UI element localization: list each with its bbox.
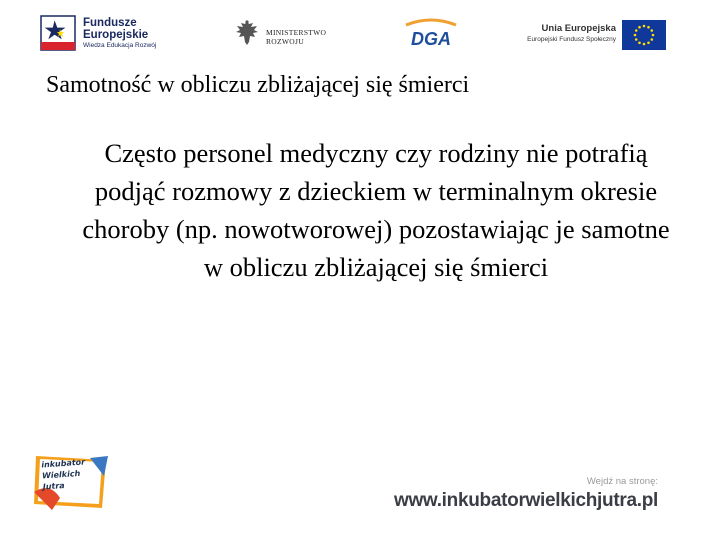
- inkubator-line3: Jutra: [42, 480, 65, 492]
- eagle-emblem-icon: [234, 18, 260, 48]
- ministerstwo-text: [266, 28, 326, 46]
- dga-logo: [400, 18, 462, 52]
- slide-body-text: Często personel medyczny czy rodziny nie potrafią podjąć rozmowy z dzieckiem w terminalnym okresie choroby (np. nowotworowej) pozostawiając je samotne w obliczu zbliżającej się śmierci: [82, 138, 670, 282]
- website-link[interactable]: www.inkubatorwielkichjutra.pl: [393, 490, 658, 511]
- fundusze-text: [83, 17, 156, 51]
- logo-bar: [0, 0, 720, 62]
- inkubator-line2: Wielkich: [41, 468, 81, 481]
- fundusze-line1: Fundusze: [83, 17, 137, 29]
- ministerstwo-rozwoju-logo: [234, 18, 334, 52]
- inkubator-logo: [30, 452, 112, 514]
- slide-title: Samotność w obliczu zbliżającej się śmierci: [46, 72, 470, 98]
- unia-line1: Unia Europejska: [541, 23, 616, 34]
- fundusze-tagline: Wiedza Edukacja Rozwój: [83, 42, 157, 49]
- unia-text: [527, 22, 616, 45]
- fundusze-flag-icon: [40, 15, 76, 51]
- fundusze-europejskie-logo: [40, 14, 180, 54]
- dga-mark-icon: [400, 18, 462, 52]
- inkubator-text: [41, 457, 87, 493]
- unia-line2: Europejski Fundusz Społeczny: [527, 36, 616, 43]
- visit-label: Wejdź na stronę:: [586, 476, 658, 487]
- inkubator-line1: inkubator: [40, 457, 86, 470]
- ministerstwo-line1: MINISTERSTWO: [266, 28, 327, 37]
- unia-europejska-logo: [522, 18, 666, 54]
- ministerstwo-line2: ROZWOJU: [266, 37, 304, 46]
- eu-flag-icon: [622, 20, 666, 50]
- fundusze-line2: Europejskie: [83, 29, 149, 41]
- dga-text: DGA: [411, 29, 451, 49]
